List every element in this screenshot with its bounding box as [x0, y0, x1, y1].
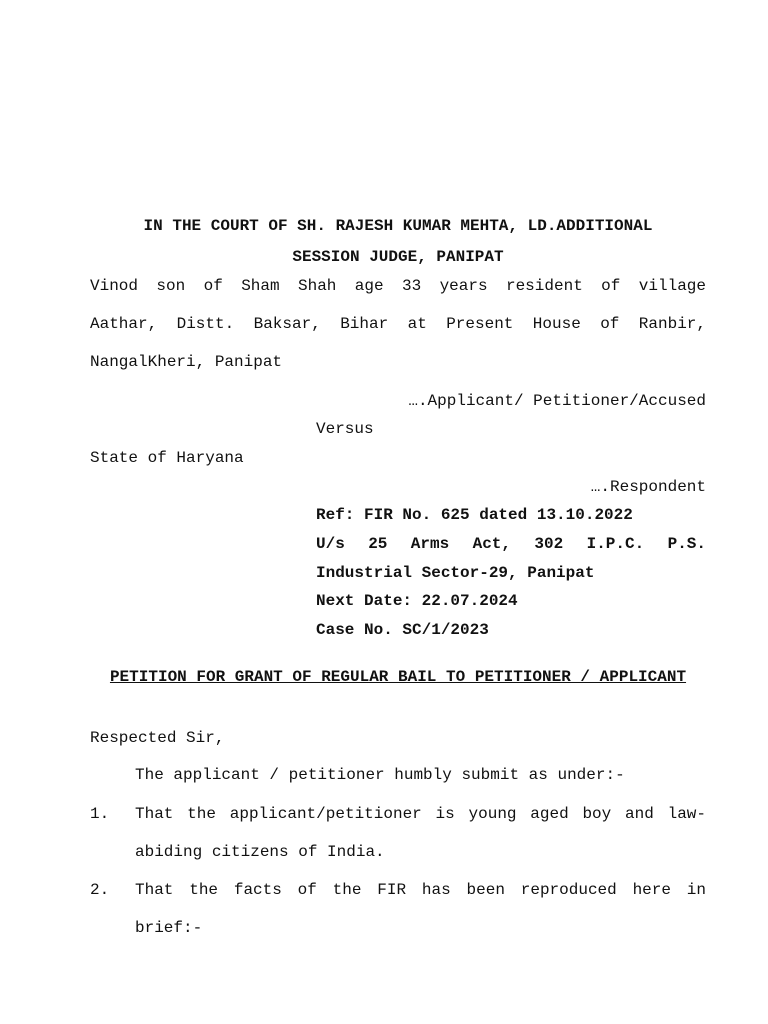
- applicant-details-line-1: Vinod son of Sham Shah age 33 years resident of village: [90, 277, 706, 295]
- applicant-details-line-3: NangalKheri, Panipat: [90, 353, 283, 371]
- list-item-number: 1.: [90, 805, 110, 823]
- ref-sections-line-1: U/s 25 Arms Act, 302 I.P.C. P.S.: [316, 535, 706, 553]
- document-page: [90, 0, 706, 1024]
- ref-sections-line-2: Industrial Sector-29, Panipat: [316, 564, 595, 582]
- court-heading-line-1: IN THE COURT OF SH. RAJESH KUMAR MEHTA, LD.ADDITIONAL: [143, 217, 653, 235]
- ref-case-no: Case No. SC/1/2023: [316, 621, 489, 639]
- court-heading-line-2: SESSION JUDGE, PANIPAT: [292, 248, 504, 266]
- list-item-text-line-1: That the applicant/petitioner is young aged boy and law-: [135, 805, 706, 823]
- list-item-number: 2.: [90, 881, 110, 899]
- applicant-details-line-2: Aathar, Distt. Baksar, Bihar at Present House of Ranbir,: [90, 315, 706, 333]
- ref-fir: Ref: FIR No. 625 dated 13.10.2022: [316, 506, 633, 524]
- versus-label: Versus: [316, 420, 374, 438]
- intro-paragraph: The applicant / petitioner humbly submit as under:-: [135, 766, 625, 784]
- ref-next-date: Next Date: 22.07.2024: [316, 592, 518, 610]
- respondent-role: ….Respondent: [590, 478, 706, 496]
- salutation: Respected Sir,: [90, 729, 225, 747]
- list-item-text-line-2: abiding citizens of India.: [135, 843, 385, 861]
- petition-title: PETITION FOR GRANT OF REGULAR BAIL TO PETITIONER / APPLICANT: [109, 668, 687, 686]
- respondent-name: State of Haryana: [90, 449, 244, 467]
- list-item-text-line-1: That the facts of the FIR has been reproduced here in: [135, 881, 706, 899]
- list-item-text-line-2: brief:-: [135, 919, 203, 937]
- applicant-role: ….Applicant/ Petitioner/Accused: [408, 392, 706, 410]
